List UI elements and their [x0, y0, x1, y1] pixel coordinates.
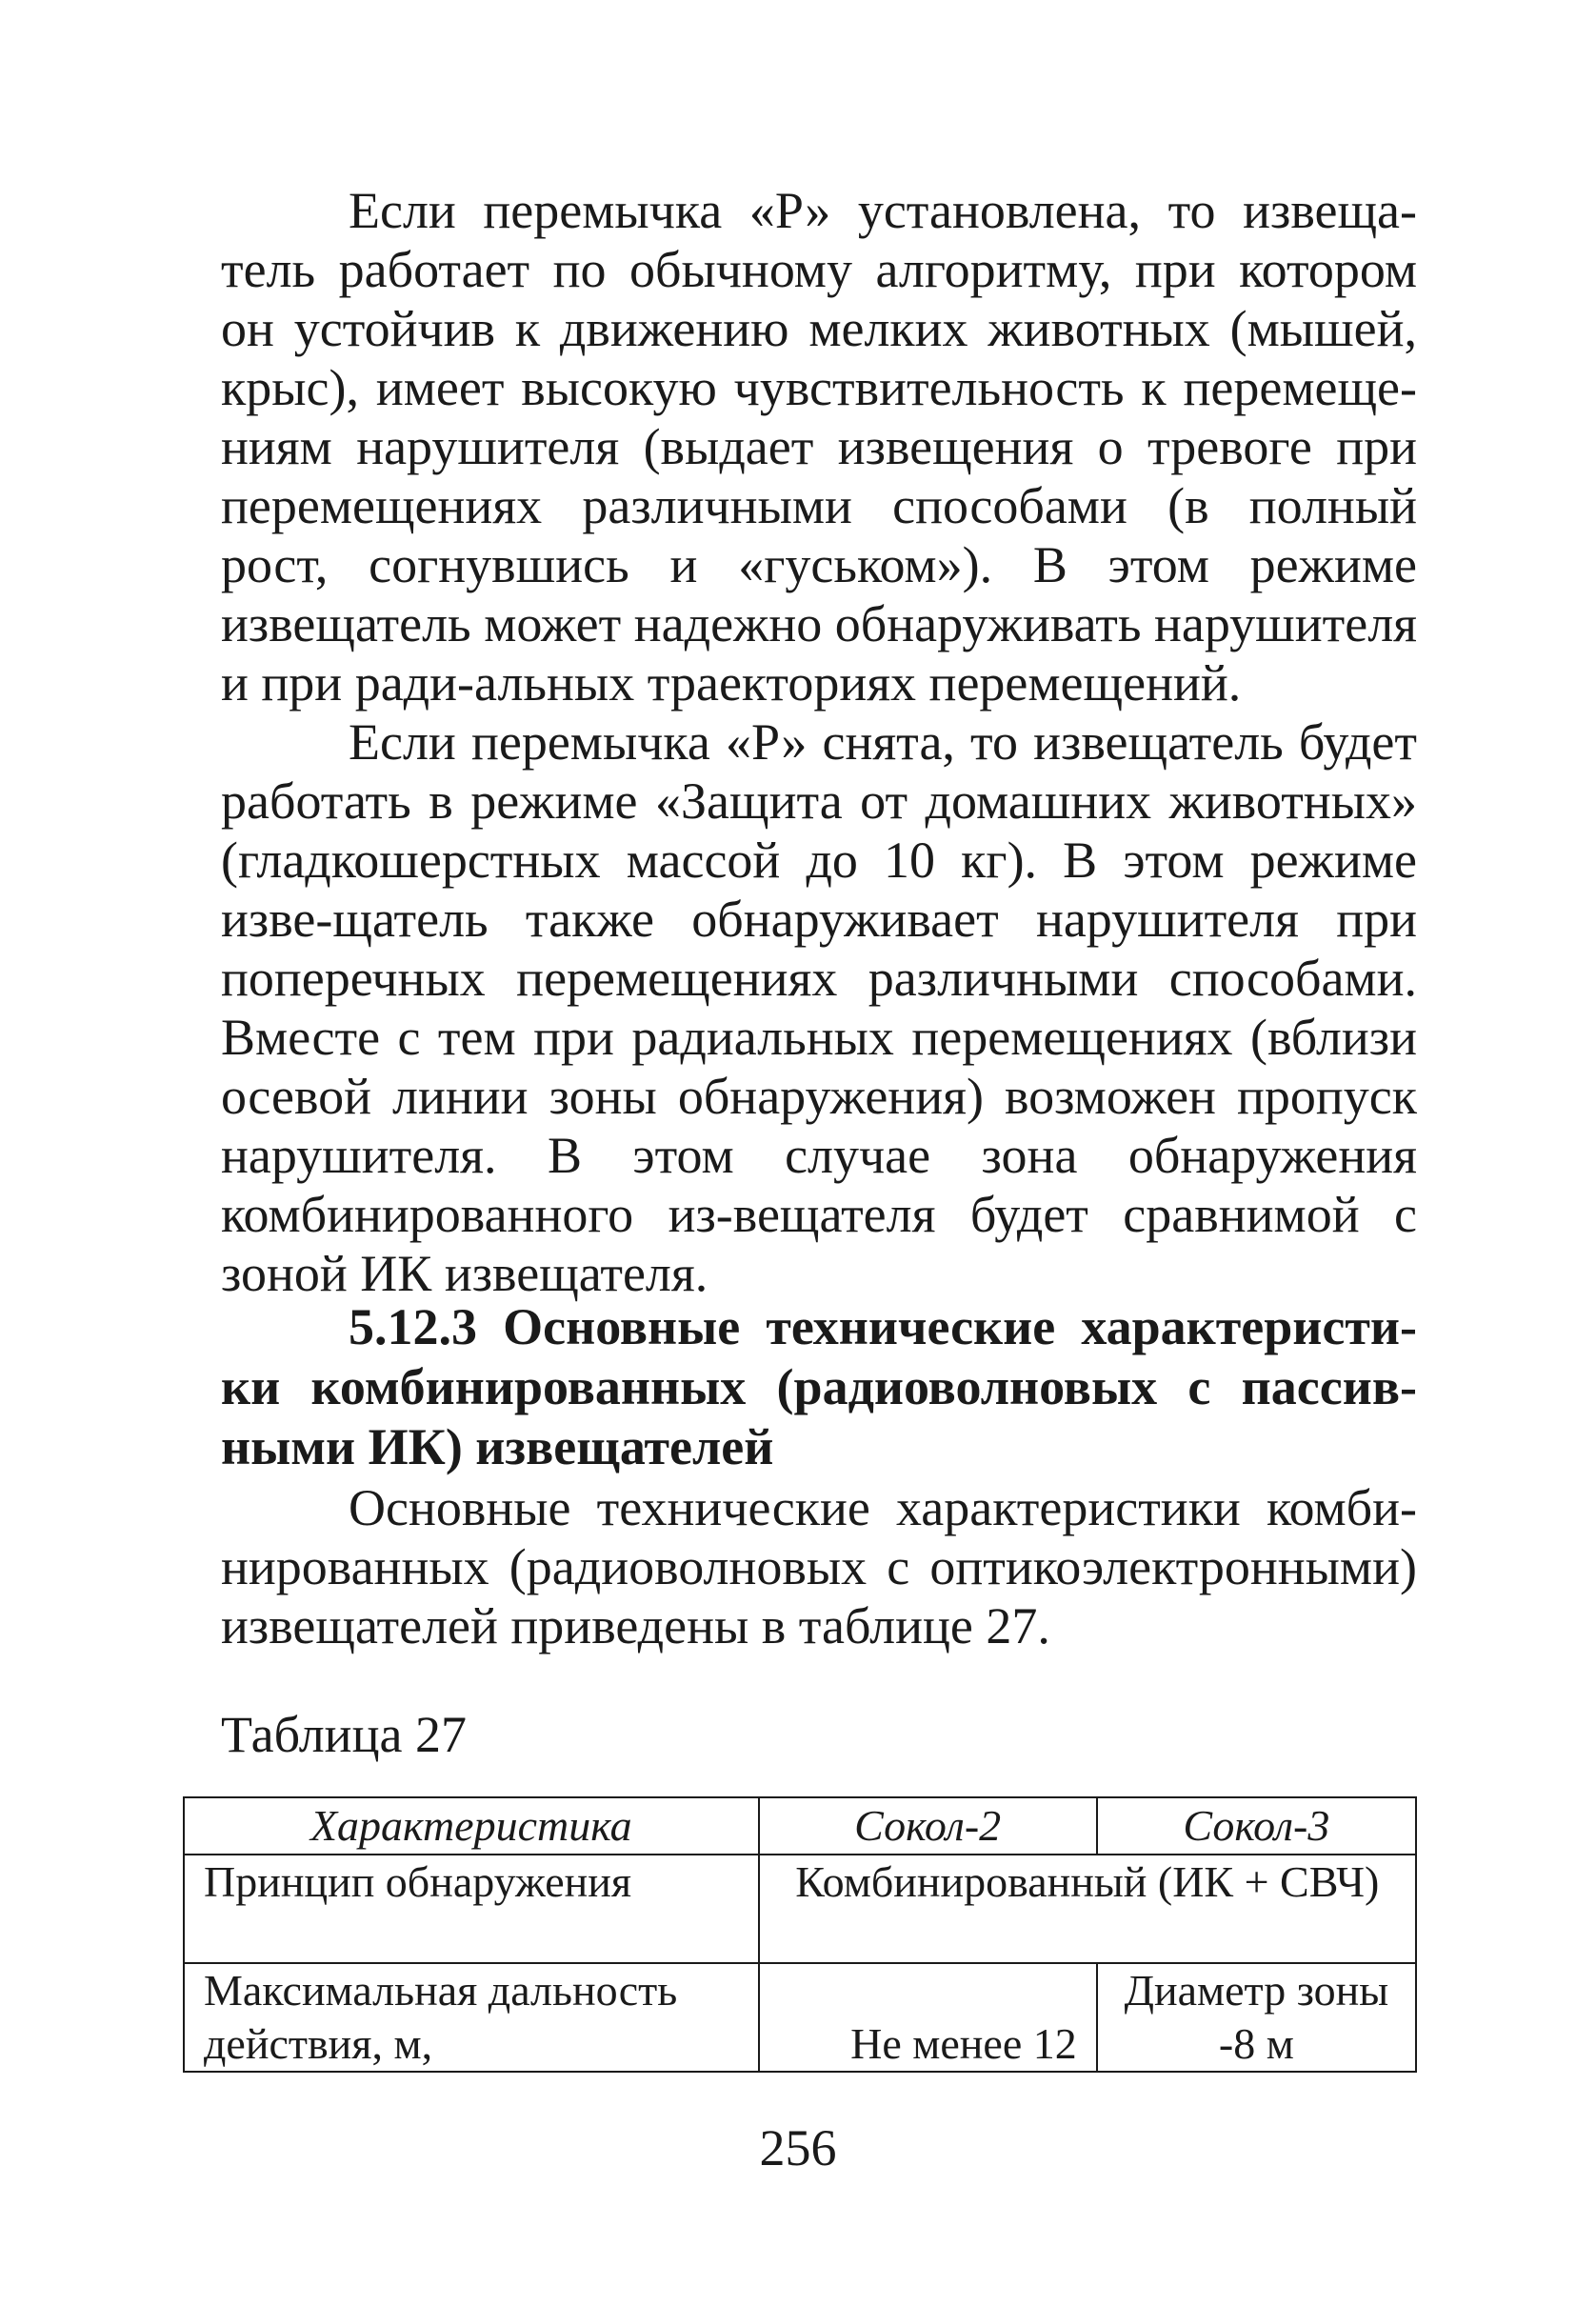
table-row	[184, 1855, 1416, 1963]
cell-characteristic: Принцип обнаружения	[184, 1855, 759, 1963]
cell-characteristic: Максимальная дальность действия, м,	[184, 1963, 759, 2072]
cell-merged-value: Комбинированный (ИК + СВЧ)	[759, 1855, 1416, 1963]
paragraph-jumper-installed	[221, 181, 1417, 712]
table-header-row	[184, 1797, 1416, 1855]
paragraph-text: Если перемычка «Р» установлена, то извеща-тель работает по обычному алгоритму, при котором он устойчив к движению мелких животных (мышей, крыс), имеет высокую чувствительность к перемеще-ниям нарушителя (выдает извещения о тревоге при перемещениях различными способами (в полный рост, согнувшись и «гуськом»). В этом режиме извещатель может надежно обнаруживать нарушителя и при ради-альных траекториях перемещений.	[221, 182, 1417, 712]
table-caption: Таблица 27	[221, 1706, 467, 1763]
paragraph-text: Если перемычка «Р» снята, то извещатель будет работать в режиме «Защита от домашних животных» (гладкошерстных массой до 10 кг). В этом режиме изве-щатель также обнаруживает нарушителя при поперечных перемещениях различными способами. Вместе с тем при радиальных перемещениях (вблизи осевой линии зоны обнаружения) возможен пропуск нарушителя. В этом случае зона обнаружения комбинированного из-вещателя будет сравнимой с зоной ИК извещателя.	[221, 713, 1417, 1302]
paragraph-table-intro	[221, 1478, 1417, 1655]
header-sokol-2: Сокол-2	[759, 1797, 1097, 1855]
cell-sokol-3-value: Диаметр зоны -8 м	[1097, 1963, 1416, 2072]
header-sokol-3: Сокол-3	[1097, 1797, 1416, 1855]
paragraph-text: Основные технические характеристики комби-нированных (радиоволновых с оптикоэлектронными) извещателей приведены в таблице 27.	[221, 1479, 1417, 1654]
specifications-table	[183, 1796, 1417, 2073]
table-row	[184, 1963, 1416, 2072]
cell-sokol-2-value: Не менее 12	[759, 1963, 1097, 2072]
section-heading: 5.12.3 Основные технические характеристи-ки комбинированных (радиоволновых с пассив-ными ИК) извещателей	[221, 1298, 1417, 1475]
page-number: 256	[759, 2119, 837, 2176]
paragraph-jumper-removed	[221, 712, 1417, 1303]
header-characteristic: Характеристика	[184, 1797, 759, 1855]
